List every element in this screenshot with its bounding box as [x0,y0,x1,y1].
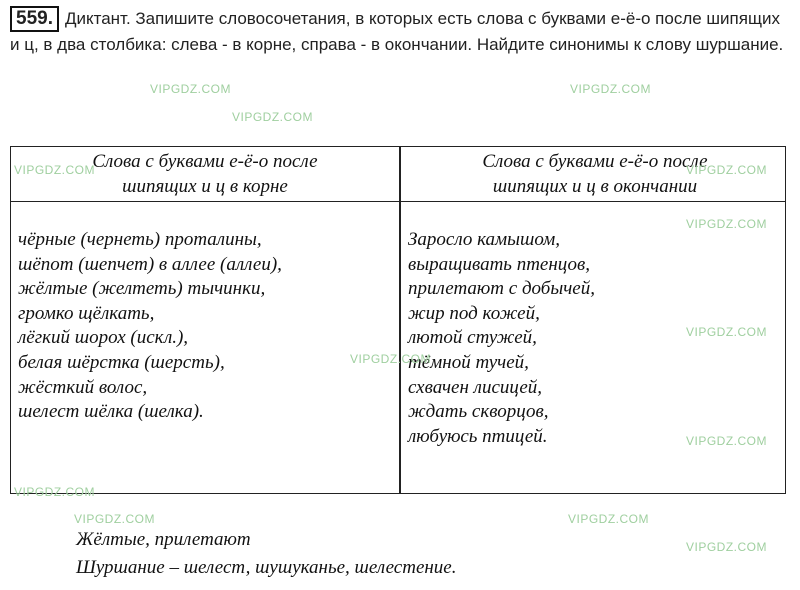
list-item: тёмной тучей, [408,351,529,373]
list-item: прилетают с добычей, [408,278,595,300]
ending-words-list [408,228,595,449]
list-item: ждать скворцов, [408,401,549,423]
header-line: Слова с буквами е-ё-о после [92,151,318,172]
task-number: 559. [10,6,59,32]
list-item: жёлтые (желтеть) тычинки, [18,278,266,300]
watermark: VIPGDZ.COM [686,434,768,448]
watermark: VIPGDZ.COM [14,485,96,499]
task-text: Диктант. Запишите словосочетания, в которых есть слова с буквами е-ё-о после шипящих и ц, в два столбика: слева - в корне, справа - в окончании. Найдите синонимы к слову шуршание. [10,9,784,54]
watermark: VIPGDZ.COM [232,110,314,124]
list-item: жёсткий волос, [18,376,148,398]
watermark: VIPGDZ.COM [568,512,650,526]
watermark: VIPGDZ.COM [350,352,432,366]
list-item: громко щёлкать, [18,302,155,324]
conclusion-line: Шуршание – шелест, шушуканье, шелестение. [76,557,457,578]
list-item: схвачен лисицей, [408,376,543,398]
header-line: шипящих и ц в окончании [492,176,698,197]
watermark: VIPGDZ.COM [570,82,652,96]
root-words-list [18,228,282,425]
list-item: любуюсь птицей. [408,425,548,447]
list-item: шёпот (шепчет) в аллее (аллеи), [18,253,282,275]
task-statement [10,6,790,58]
list-item: лютой стужей, [408,327,537,349]
watermark: VIPGDZ.COM [686,325,768,339]
watermark: VIPGDZ.COM [686,217,768,231]
header-line: Слова с буквами е-ё-о после [482,151,708,172]
list-item: шелест шёлка (шелка). [18,401,204,423]
column-divider [399,147,401,493]
list-item: лёгкий шорох (искл.), [18,327,189,349]
watermark: VIPGDZ.COM [150,82,232,96]
list-item: белая шёрстка (шерсть), [18,351,225,373]
watermark: VIPGDZ.COM [14,163,96,177]
list-item: выращивать птенцов, [408,253,591,275]
table-header-row [11,147,785,202]
list-item: жир под кожей, [408,302,540,324]
watermark: VIPGDZ.COM [686,163,768,177]
watermark: VIPGDZ.COM [74,512,156,526]
list-item: чёрные (чернеть) проталины, [18,229,262,250]
watermark: VIPGDZ.COM [686,540,768,554]
conclusion [76,526,456,582]
list-item: Заросло камышом, [408,229,561,250]
conclusion-line: Жёлтые, прилетают [76,529,251,550]
header-line: шипящих и ц в корне [122,176,288,197]
